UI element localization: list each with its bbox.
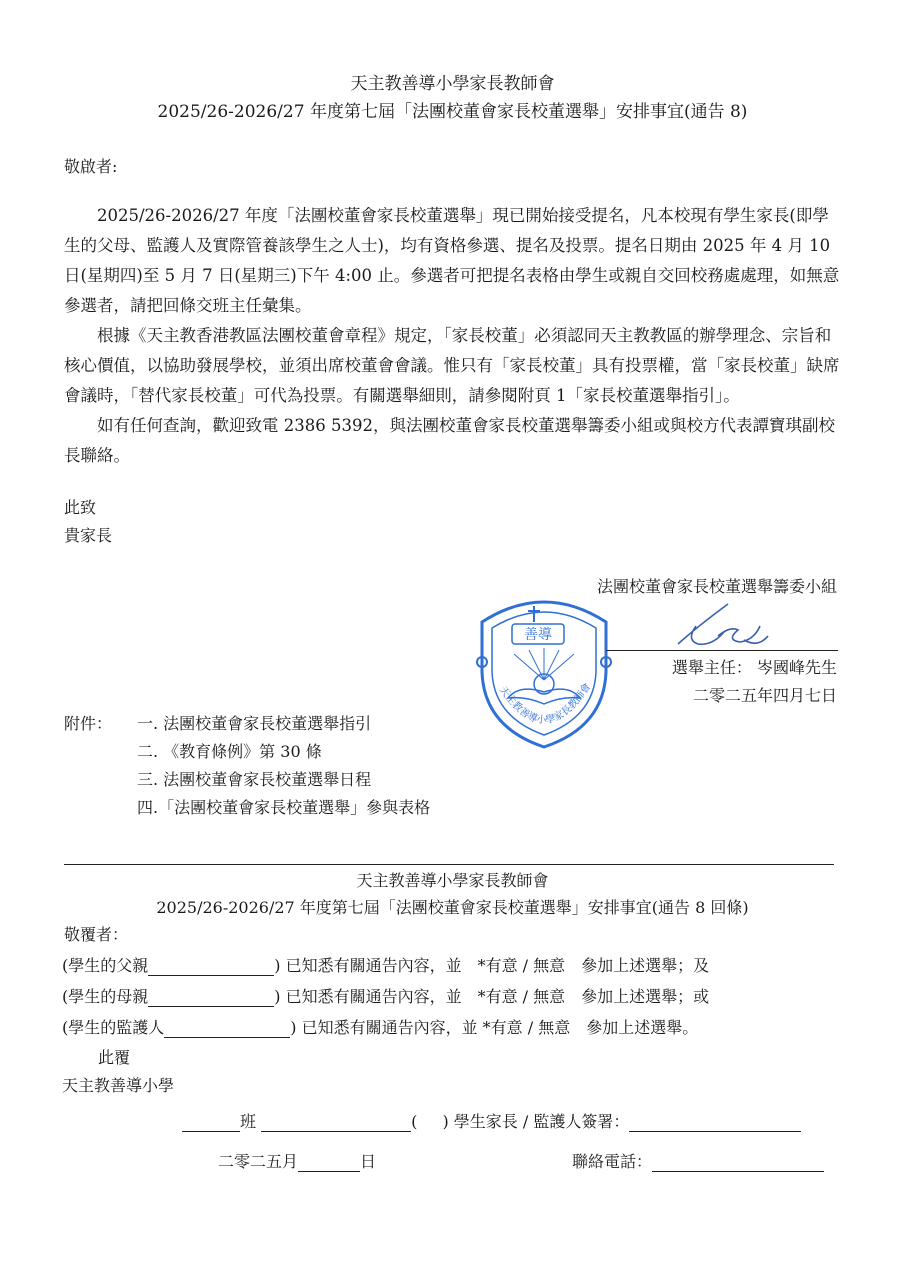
- father-name-blank[interactable]: [148, 959, 274, 976]
- guardian-name-blank[interactable]: [164, 1021, 290, 1038]
- paragraph-3: 如有任何查詢，歡迎致電 2386 5392，與法團校董會家長校董選舉籌委小組或與校方代表譚寶琪副校長聯絡。: [64, 416, 835, 465]
- attachment-item: 一. 法團校董會家長校董選舉指引: [137, 714, 372, 733]
- row-prefix: (學生的父親: [62, 956, 149, 975]
- paragraph-1: 2025/26-2026/27 年度「法團校董會家長校董選舉」現已開始接受提名，凡本校現有學生家長(即學生的父母、監護人及實際管養該學生之人士)，均有資格參選、提名及投票。提名日期由 2025 年 4 月 10 日(星期四)至 5 月 7 日(星期三)下午 4:00 止。參選者可把提名表格由學生或親自交回校務處處理，如無意參選者，請把回條交班主任彙集。: [64, 206, 840, 315]
- attachment-item: 二. 《教育條例》第 30 條: [137, 742, 322, 761]
- seal-banner: 善導: [524, 627, 552, 643]
- phone-blank[interactable]: [652, 1155, 824, 1172]
- committee-name: 法團校董會家長校董選舉籌委小組: [596, 577, 837, 596]
- reply-row-guardian: [62, 1018, 698, 1038]
- paragraph-2: 根據《天主教香港教區法團校董會章程》規定，「家長校董」必須認同天主教教區的辦學理念、宗旨和核心價值，以協助發展學校，並須出席校董會會議。惟只有「家長校董」具有投票權，當「家長校董」缺席會議時，「替代家長校董」可代為投票。有關選舉細則，請參閱附頁 1「家長校董選舉指引」。: [64, 326, 840, 405]
- signature-line: [606, 650, 838, 651]
- reply-org-title: 天主教善導小學家長教師會: [356, 871, 549, 890]
- phone-row: [572, 1152, 824, 1172]
- row-suffix: ) 已知悉有關通告內容，並 *有意 / 無意 參加上述選舉；及: [274, 956, 710, 975]
- attachment-item: 三. 法團校董會家長校董選舉日程: [137, 770, 372, 789]
- date-prefix: 二零二五月: [218, 1152, 299, 1171]
- reply-row-father: [62, 956, 709, 976]
- day-blank[interactable]: [298, 1155, 360, 1172]
- closing-line-2: 貴家長: [64, 526, 113, 545]
- row-suffix: ) 已知悉有關通告內容，並 *有意 / 無意 參加上述選舉；或: [274, 987, 710, 1006]
- attachments-label: 附件：: [64, 714, 113, 733]
- date-suffix: 日: [360, 1152, 377, 1171]
- reply-row-mother: [62, 987, 709, 1007]
- student-name-blank[interactable]: [261, 1115, 411, 1132]
- notice-subtitle: 2025/26-2026/27 年度第七屆「法團校董會家長校董選舉」安排事宜(通告 8): [157, 102, 748, 122]
- mother-name-blank[interactable]: [148, 990, 274, 1007]
- handwritten-signature: [668, 596, 778, 656]
- paren-open: (: [411, 1112, 418, 1131]
- school-seal: [474, 592, 614, 752]
- reply-closing-1: 此覆: [98, 1048, 131, 1067]
- closing-line-1: 此致: [64, 498, 97, 517]
- class-blank[interactable]: [182, 1115, 240, 1132]
- seal-ring-text: 天主教善導小學家長教師會: [496, 681, 594, 727]
- class-label: 班: [240, 1112, 257, 1131]
- row-prefix: (學生的監護人: [62, 1018, 165, 1037]
- paren-close: ): [442, 1112, 449, 1131]
- signature-label: 學生家長 / 監護人簽署：: [453, 1112, 630, 1131]
- signature-blank[interactable]: [629, 1115, 801, 1132]
- row-suffix: ) 已知悉有關通告內容，並 *有意 / 無意 參加上述選舉。: [290, 1018, 699, 1037]
- org-title: 天主教善導小學家長教師會: [350, 74, 555, 94]
- date-row: [218, 1152, 376, 1172]
- reply-salutation: 敬覆者：: [64, 925, 129, 944]
- reply-closing-2: 天主教善導小學: [62, 1076, 175, 1095]
- body-text: [64, 201, 844, 471]
- row-prefix: (學生的母親: [62, 987, 149, 1006]
- tear-off-divider: [64, 864, 834, 865]
- phone-label: 聯絡電話：: [572, 1152, 653, 1171]
- attachment-item: 四.「法團校董會家長校董選舉」參與表格: [137, 798, 431, 817]
- notice-date: 二零二五年四月七日: [692, 686, 837, 705]
- reply-subtitle: 2025/26-2026/27 年度第七屆「法團校董會家長校董選舉」安排事宜(通告 8 回條): [156, 898, 749, 917]
- class-signature-row: [182, 1112, 801, 1132]
- election-chair: 選舉主任： 岑國峰先生: [671, 658, 837, 677]
- salutation: 敬啟者:: [64, 157, 118, 176]
